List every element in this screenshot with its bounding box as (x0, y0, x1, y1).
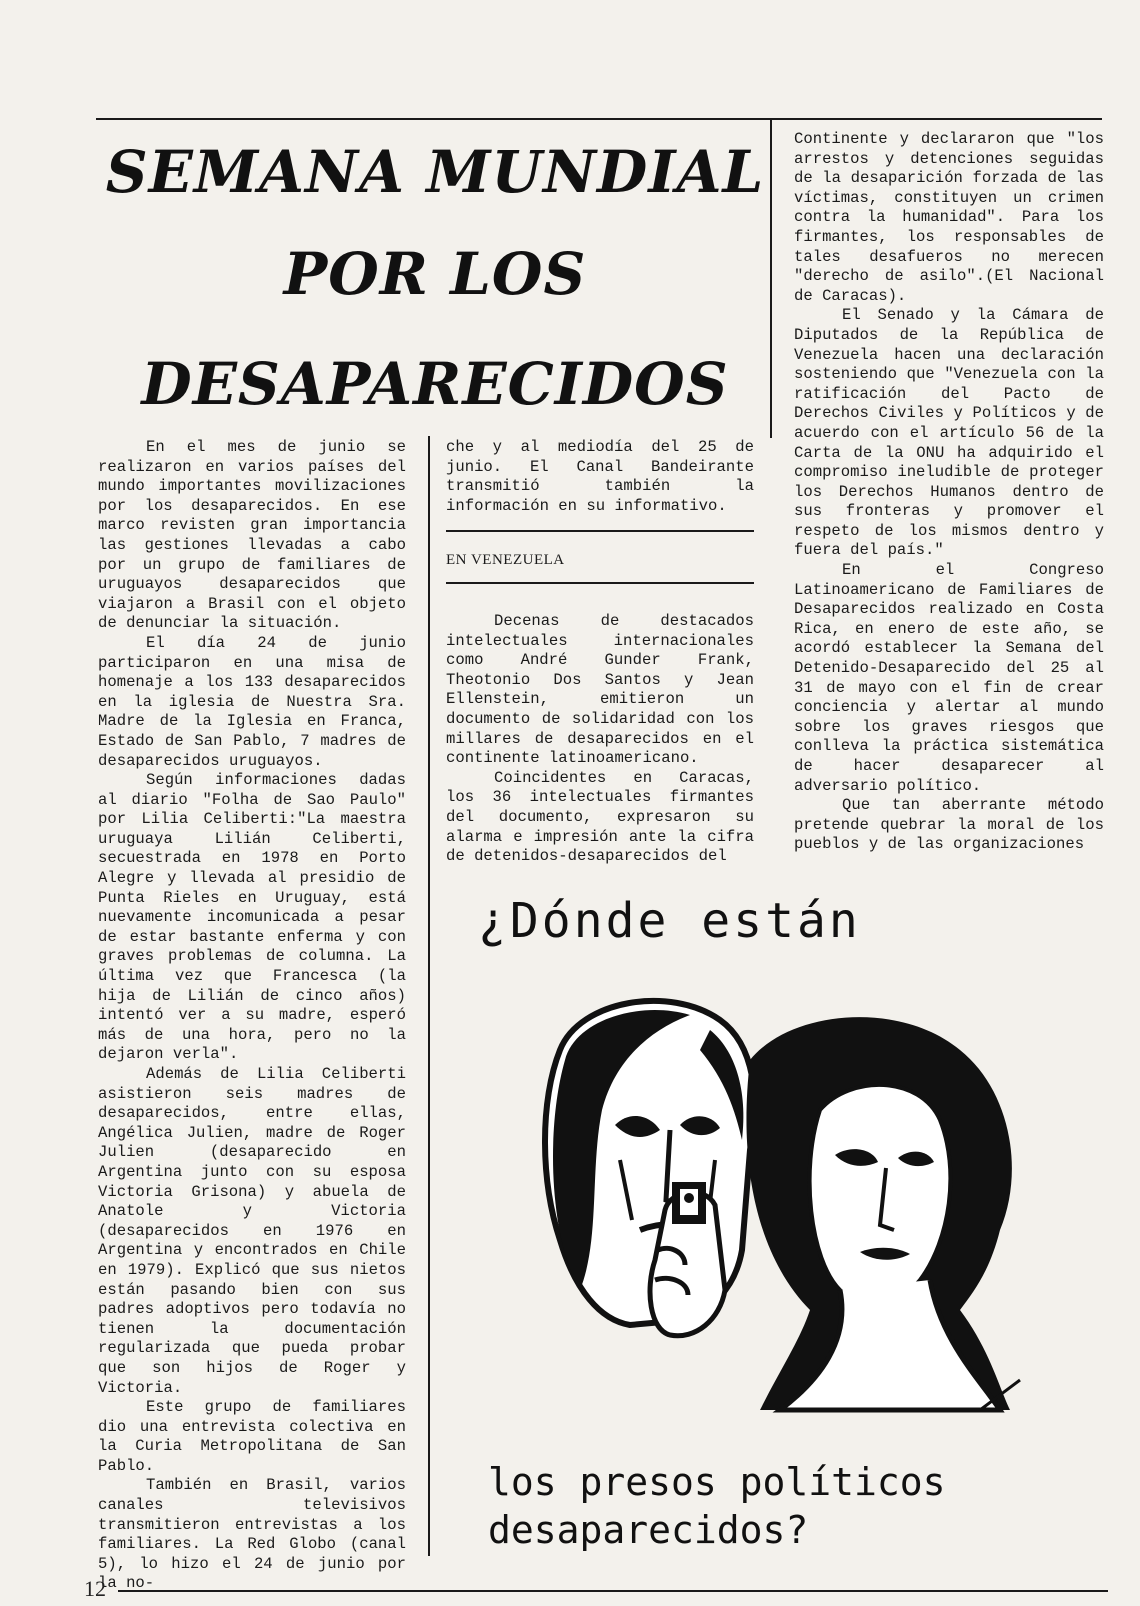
paragraph: Continente y declararon que "los arrestos y detenciones seguidas de la desaparición forzada de las víctimas, constituyen un crimen contra la humanidad". Para los firmantes, los responsables de tales desafueros no merecen "derecho de asilo".(El Nacional de Caracas). (794, 130, 1104, 305)
paragraph: Que tan aberrante método pretende quebrar la moral de los pueblos y de las organizaciones (794, 796, 1104, 854)
headline-line-3: DESAPARECIDOS (141, 350, 729, 418)
column-divider-right (770, 118, 772, 438)
paragraph: Coincidentes en Caracas, los 36 intelectuales firmantes del documento, expresaron su alarma e impresión ante la cifra de detenidos-desaparecidos del (446, 768, 754, 866)
paragraph: Decenas de destacados intelectuales internacionales como André Gunder Frank, Theotonio Dos Santos y Jean Ellenstein, emitieron un documento de solidaridad con los millares de desaparecidos en el continente latinoamericano. (446, 612, 754, 768)
column-divider-left (428, 436, 430, 1556)
section-rule-bottom (446, 582, 754, 584)
section-label: EN VENEZUELA (446, 552, 565, 568)
article-column-2 (446, 612, 754, 872)
poster-bottom-line-2: desaparecidos? (488, 1508, 809, 1552)
paragraph: También en Brasil, varios canales televisivos transmitieron entrevistas a los familiares. La Red Globo (canal 5), lo hizo el 24 de junio por la no- (98, 1476, 406, 1593)
mourning-faces-illustration-icon (520, 990, 1050, 1440)
poster-question-top: ¿Dónde están (478, 893, 861, 949)
paragraph: El Senado y la Cámara de Diputados de la República de Venezuela hacen una declaración sosteniendo que "Venezuela con la ratificación del Pacto de Derechos Civiles y Políticos y de acuerdo con el artículo 56 de la Carta de la ONU ha adquirido el compromiso ineludible de proteger los Derechos Humanos dentro de sus fronteras y promover el respeto de los mismos dentro y fuera del país." (794, 306, 1104, 560)
poster-question-bottom (488, 1458, 946, 1554)
paragraph: En el Congreso Latinoamericano de Familiares de Desaparecidos realizado en Costa Rica, en enero de este año, se acordó establecer la Semana del Detenido-Desaparecido del 25 al 31 de mayo con el fin de crear conciencia y alertar al mundo sobre los graves riesgos que conlleva la práctica sistemática de hacer desaparecer al adversario político. (794, 561, 1104, 795)
headline-line-1: SEMANA MUNDIAL (105, 138, 765, 206)
article-column-2-intro (446, 438, 754, 516)
paragraph: Según informaciones dadas al diario "Folha de Sao Paulo" por Lilia Celiberti:"La maestra uruguaya Lilián Celiberti, secuestrada en 1978 en Porto Alegre y llevada al presidio de Punta Rieles en Uruguay, está nuevamente incomunicada a pesar de estar bastante enferma y con graves problemas de columna. La última vez que Francesca (la hija de Lilián de cinco años) intentó ver a su madre, esperó más de una hora, pero no la dejaron verla". (98, 771, 406, 1064)
paragraph: Además de Lilia Celiberti asistieron seis madres de desaparecidos, entre ellas, Angélica Julien, madre de Roger Julien (desaparecido en Argentina junto con su esposa Victoria Grisona) y abuela de Anatole y Victoria (desaparecidos en 1976 en Argentina y encontrados en Chile en 1979). Explicó que sus nietos están pasando bien con sus padres adoptivos pero todavía no tienen la documentación regularizada que pueda probar que son hijos de Roger y Victoria. (98, 1065, 406, 1397)
paragraph: che y al mediodía del 25 de junio. El Canal Bandeirante transmitió también la información en su informativo. (446, 438, 754, 515)
article-column-1 (98, 438, 406, 1593)
article-column-3 (794, 130, 1104, 875)
paragraph: Este grupo de familiares dio una entrevista colectiva en la Curia Metropolitana de San Pablo. (98, 1398, 406, 1475)
paragraph: El día 24 de junio participaron en una misa de homenaje a los 133 desaparecidos en la iglesia de Nuestra Sra. Madre de la Iglesia en Franca, Estado de San Pablo, 7 madres de desaparecidos uruguayos. (98, 633, 406, 770)
page-number: 12 (84, 1576, 106, 1601)
paragraph: En el mes de junio se realizaron en varios países del mundo importantes movilizaciones por los desaparecidos. En ese marco revisten gran importancia las gestiones llevadas a cabo por un grupo de familiares de uruguayos desaparecidos que viajaron a Brasil con el objeto de denunciar la situación. (98, 438, 406, 633)
poster-bottom-line-1: los presos políticos (488, 1460, 946, 1504)
headline-line-2: POR LOS (283, 240, 587, 308)
section-rule-top (446, 530, 754, 532)
top-rule (96, 118, 1102, 120)
